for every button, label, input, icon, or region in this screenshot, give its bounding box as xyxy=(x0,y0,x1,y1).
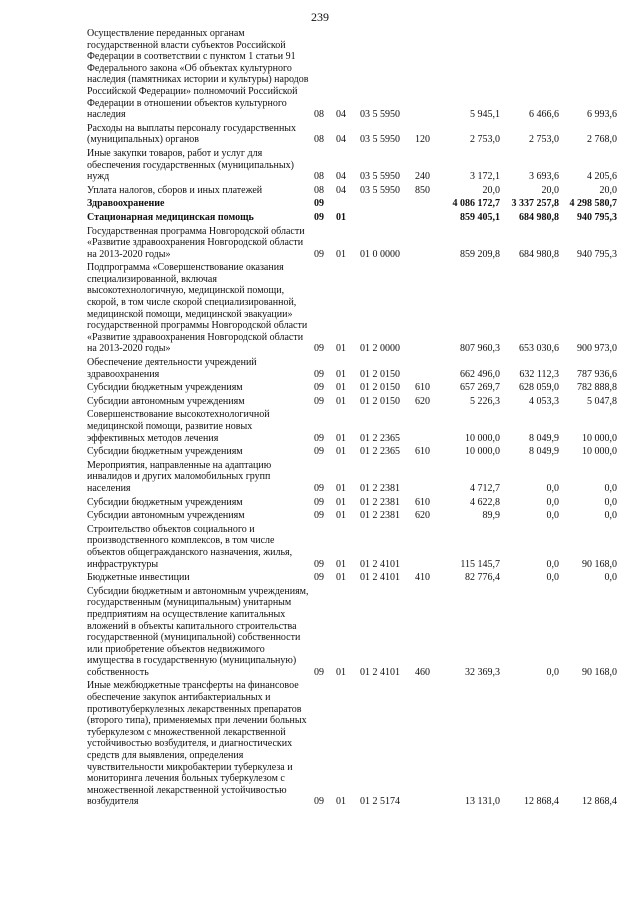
row-section: 09 xyxy=(314,572,324,584)
row-amount-year2: 0,0 xyxy=(546,666,559,678)
row-amount-year1: 807 960,3 xyxy=(460,343,500,355)
table-row xyxy=(87,678,617,808)
row-amount-year3: 12 868,4 xyxy=(582,796,617,808)
row-target-article: 03 5 5950 xyxy=(360,184,400,196)
row-expense-type xyxy=(415,522,440,570)
row-expense-type xyxy=(415,678,440,808)
row-amount-year2: 8 049,9 xyxy=(529,432,559,444)
row-expense-type: 620 xyxy=(415,395,430,407)
row-amount-year1: 657 269,7 xyxy=(460,382,500,394)
row-section: 09 xyxy=(314,368,324,380)
row-amount-year3: 90 168,0 xyxy=(582,558,617,570)
row-amount-year1: 82 776,4 xyxy=(465,572,500,584)
row-amount-year3: 900 973,0 xyxy=(577,343,617,355)
row-target-article: 01 2 5174 xyxy=(360,796,400,808)
row-expense-type xyxy=(415,458,440,495)
row-amount-year1: 662 496,0 xyxy=(460,368,500,380)
row-target-article: 01 2 4101 xyxy=(360,558,400,570)
table-row xyxy=(87,210,617,224)
row-section: 09 xyxy=(314,211,324,223)
row-name: Расходы на выплаты персоналу государственных (муниципальных) органов xyxy=(87,122,297,146)
row-subsection: 01 xyxy=(336,572,346,584)
row-section: 09 xyxy=(314,382,324,394)
row-expense-type: 460 xyxy=(415,666,430,678)
row-section: 09 xyxy=(314,482,324,494)
row-name: Подпрограмма «Совершенствование оказания специализированной, включая высокотехнологичную, медицинской помощи, скорой, в том числе скорой специализированной, медицинской помощи, медицинской эвакуации» государственной программы Новгородской области «Развитие здравоохранения Новгородской области на 2013-2020 годы» xyxy=(87,262,308,355)
row-subsection: 04 xyxy=(336,134,346,146)
table-row xyxy=(87,508,617,522)
row-expense-type: 610 xyxy=(415,382,430,394)
row-amount-year3: 0,0 xyxy=(604,572,617,584)
table-row xyxy=(87,407,617,444)
table-row xyxy=(87,355,617,380)
table-row xyxy=(87,260,617,355)
row-amount-year2: 684 980,8 xyxy=(519,211,559,223)
row-target-article: 01 2 2381 xyxy=(360,510,400,522)
row-amount-year3: 0,0 xyxy=(604,496,617,508)
row-expense-type: 610 xyxy=(415,446,430,458)
table-row xyxy=(87,495,617,509)
row-name: Стационарная медицинская помощь xyxy=(87,211,254,223)
row-amount-year1: 13 131,0 xyxy=(465,796,500,808)
row-amount-year1: 4 622,8 xyxy=(470,496,500,508)
row-amount-year1: 10 000,0 xyxy=(465,432,500,444)
row-amount-year3: 6 993,6 xyxy=(587,109,617,121)
row-subsection: 01 xyxy=(336,382,346,394)
budget-table xyxy=(87,28,617,808)
row-section: 08 xyxy=(314,109,324,121)
table-row xyxy=(87,458,617,495)
row-name: Обеспечение деятельности учреждений здравоохранения xyxy=(87,357,257,380)
table-row xyxy=(87,196,617,210)
row-name: Осуществление переданных органам государственной власти субъектов Российской Федерации в соответствии с пунктом 1 статьи 91 Федерального закона «Об объектах культурного наследия (памятниках истории и культуры) народов Российской Федерации» полномочий Российской Федерации в отношении объектов культурного наследия xyxy=(87,28,309,121)
row-amount-year3: 90 168,0 xyxy=(582,666,617,678)
row-subsection: 01 xyxy=(336,482,346,494)
row-subsection: 01 xyxy=(336,432,346,444)
row-subsection: 01 xyxy=(336,248,346,260)
row-section: 08 xyxy=(314,171,324,183)
row-expense-type xyxy=(415,210,440,224)
row-subsection: 01 xyxy=(336,496,346,508)
row-amount-year1: 5 226,3 xyxy=(470,395,500,407)
row-name: Субсидии бюджетным и автономным учреждениям, государственным (муниципальным) унитарным предприятиям на осуществление капитальных вложений в объекты капитального строительства государственной (муниципальной) собственности или приобретение объектов недвижимого имущества в государственную (муниципальную) собственность xyxy=(87,585,309,678)
row-expense-type xyxy=(415,28,440,121)
row-amount-year2: 8 049,9 xyxy=(529,446,559,458)
row-amount-year2: 4 053,3 xyxy=(529,395,559,407)
row-expense-type xyxy=(415,224,440,261)
row-expense-type: 620 xyxy=(415,510,430,522)
row-name: Строительство объектов социального и производственного комплексов, в том числе объектов общегражданского назначения, жилья, инфраструктуры xyxy=(87,523,293,570)
row-amount-year2: 2 753,0 xyxy=(529,134,559,146)
row-section: 09 xyxy=(314,198,324,210)
row-section: 09 xyxy=(314,248,324,260)
row-amount-year2: 0,0 xyxy=(546,510,559,522)
row-amount-year2: 3 337 257,8 xyxy=(511,198,559,210)
row-target-article xyxy=(360,196,415,210)
budget-table-body xyxy=(87,28,617,808)
row-section: 09 xyxy=(314,796,324,808)
row-subsection: 01 xyxy=(336,558,346,570)
row-amount-year2: 0,0 xyxy=(546,482,559,494)
table-row xyxy=(87,522,617,570)
row-amount-year1: 2 753,0 xyxy=(470,134,500,146)
row-subsection: 01 xyxy=(336,343,346,355)
row-amount-year3: 0,0 xyxy=(604,510,617,522)
row-amount-year2: 6 466,6 xyxy=(529,109,559,121)
row-expense-type xyxy=(415,196,440,210)
row-target-article: 01 2 4101 xyxy=(360,572,400,584)
row-amount-year2: 0,0 xyxy=(546,496,559,508)
row-name: Бюджетные инвестиции xyxy=(87,572,190,584)
table-row xyxy=(87,121,617,146)
row-target-article: 01 2 0150 xyxy=(360,382,400,394)
table-row xyxy=(87,394,617,408)
row-amount-year3: 940 795,3 xyxy=(577,248,617,260)
row-amount-year3: 10 000,0 xyxy=(582,446,617,458)
row-amount-year2: 3 693,6 xyxy=(529,171,559,183)
row-section: 09 xyxy=(314,446,324,458)
row-amount-year1: 4 086 172,7 xyxy=(452,198,500,210)
row-amount-year1: 20,0 xyxy=(482,184,500,196)
row-target-article: 01 2 2365 xyxy=(360,432,400,444)
row-subsection: 01 xyxy=(336,211,346,223)
row-amount-year1: 115 145,7 xyxy=(460,558,500,570)
row-amount-year3: 5 047,8 xyxy=(587,395,617,407)
row-target-article: 03 5 5950 xyxy=(360,171,400,183)
row-section: 09 xyxy=(314,395,324,407)
row-section: 08 xyxy=(314,134,324,146)
row-amount-year3: 0,0 xyxy=(604,482,617,494)
table-row xyxy=(87,444,617,458)
row-section: 09 xyxy=(314,432,324,444)
page-number: 239 xyxy=(311,10,329,24)
row-amount-year3: 20,0 xyxy=(599,184,617,196)
row-section: 09 xyxy=(314,558,324,570)
table-row xyxy=(87,380,617,394)
row-subsection: 04 xyxy=(336,171,346,183)
row-amount-year3: 4 205,6 xyxy=(587,171,617,183)
row-amount-year1: 5 945,1 xyxy=(470,109,500,121)
row-target-article: 01 2 2381 xyxy=(360,496,400,508)
row-amount-year3: 10 000,0 xyxy=(582,432,617,444)
table-row xyxy=(87,570,617,584)
row-amount-year3: 2 768,0 xyxy=(587,134,617,146)
table-row xyxy=(87,146,617,183)
row-section: 09 xyxy=(314,496,324,508)
row-subsection: 04 xyxy=(336,184,346,196)
row-subsection: 04 xyxy=(336,109,346,121)
row-name: Государственная программа Новгородской области «Развитие здравоохранения Новгородской области на 2013-2020 годы» xyxy=(87,225,305,260)
row-expense-type: 850 xyxy=(415,184,430,196)
row-amount-year2: 628 059,0 xyxy=(519,382,559,394)
row-subsection: 01 xyxy=(336,446,346,458)
row-amount-year1: 32 369,3 xyxy=(465,666,500,678)
row-target-article: 03 5 5950 xyxy=(360,134,400,146)
row-subsection xyxy=(336,196,360,210)
row-amount-year2: 653 030,6 xyxy=(519,343,559,355)
row-amount-year3: 4 298 580,7 xyxy=(569,198,617,210)
row-expense-type: 240 xyxy=(415,171,430,183)
table-row xyxy=(87,28,617,121)
row-expense-type: 120 xyxy=(415,134,430,146)
row-subsection: 01 xyxy=(336,796,346,808)
row-name: Субсидии автономным учреждениям xyxy=(87,395,245,407)
row-amount-year1: 10 000,0 xyxy=(465,446,500,458)
row-amount-year1: 859 209,8 xyxy=(460,248,500,260)
row-subsection: 01 xyxy=(336,368,346,380)
row-expense-type xyxy=(415,260,440,355)
row-amount-year3: 940 795,3 xyxy=(577,211,617,223)
row-section: 09 xyxy=(314,510,324,522)
row-subsection: 01 xyxy=(336,666,346,678)
row-expense-type: 610 xyxy=(415,496,430,508)
row-amount-year1: 4 712,7 xyxy=(470,482,500,494)
row-target-article: 01 2 0000 xyxy=(360,343,400,355)
row-amount-year1: 3 172,1 xyxy=(470,171,500,183)
row-name: Субсидии бюджетным учреждениям xyxy=(87,496,243,508)
row-amount-year3: 787 936,6 xyxy=(577,368,617,380)
row-target-article xyxy=(360,210,415,224)
row-name: Здравоохранение xyxy=(87,198,165,210)
row-amount-year2: 632 112,3 xyxy=(519,368,559,380)
row-target-article: 01 0 0000 xyxy=(360,248,400,260)
table-row xyxy=(87,224,617,261)
row-amount-year2: 12 868,4 xyxy=(524,796,559,808)
row-expense-type xyxy=(415,355,440,380)
row-name: Субсидии автономным учреждениям xyxy=(87,510,245,522)
row-target-article: 03 5 5950 xyxy=(360,109,400,121)
row-amount-year1: 89,9 xyxy=(482,510,500,522)
row-amount-year2: 0,0 xyxy=(546,558,559,570)
row-name: Уплата налогов, сборов и иных платежей xyxy=(87,184,263,196)
row-name: Иные закупки товаров, работ и услуг для обеспечения государственных (муниципальных) нужд xyxy=(87,147,294,183)
row-target-article: 01 2 2381 xyxy=(360,482,400,494)
row-subsection: 01 xyxy=(336,510,346,522)
row-target-article: 01 2 4101 xyxy=(360,666,400,678)
row-name: Субсидии бюджетным учреждениям xyxy=(87,446,243,458)
row-amount-year2: 20,0 xyxy=(541,184,559,196)
row-amount-year2: 0,0 xyxy=(546,572,559,584)
table-row xyxy=(87,584,617,679)
row-section: 09 xyxy=(314,343,324,355)
row-amount-year1: 859 405,1 xyxy=(460,211,500,223)
row-name: Совершенствование высокотехнологичной медицинской помощи, развитие новых эффективных методов лечения xyxy=(87,409,270,444)
row-subsection: 01 xyxy=(336,395,346,407)
row-section: 09 xyxy=(314,666,324,678)
table-row xyxy=(87,183,617,197)
row-amount-year2: 684 980,8 xyxy=(519,248,559,260)
row-target-article: 01 2 2365 xyxy=(360,446,400,458)
row-target-article: 01 2 0150 xyxy=(360,368,400,380)
row-expense-type: 410 xyxy=(415,572,430,584)
row-expense-type xyxy=(415,407,440,444)
row-amount-year3: 782 888,8 xyxy=(577,382,617,394)
row-section: 08 xyxy=(314,184,324,196)
row-name: Иные межбюджетные трансферты на финансовое обеспечение закупок антибактериальных и противотуберкулезных лекарственных препаратов (второго типа), применяемых при лечении больных туберкулезом с множественной лекарственной устойчивостью возбудителя, и диагностических средств для выявления, определения чувствительности микробактерии туберкулеза и мониторинга лечения больных туберкулезом с множественной лекарственной устойчивостью возбудителя xyxy=(87,680,307,808)
row-name: Мероприятия, направленные на адаптацию инвалидов и других маломобильных групп населения xyxy=(87,459,272,494)
row-target-article: 01 2 0150 xyxy=(360,395,400,407)
row-name: Субсидии бюджетным учреждениям xyxy=(87,382,243,394)
